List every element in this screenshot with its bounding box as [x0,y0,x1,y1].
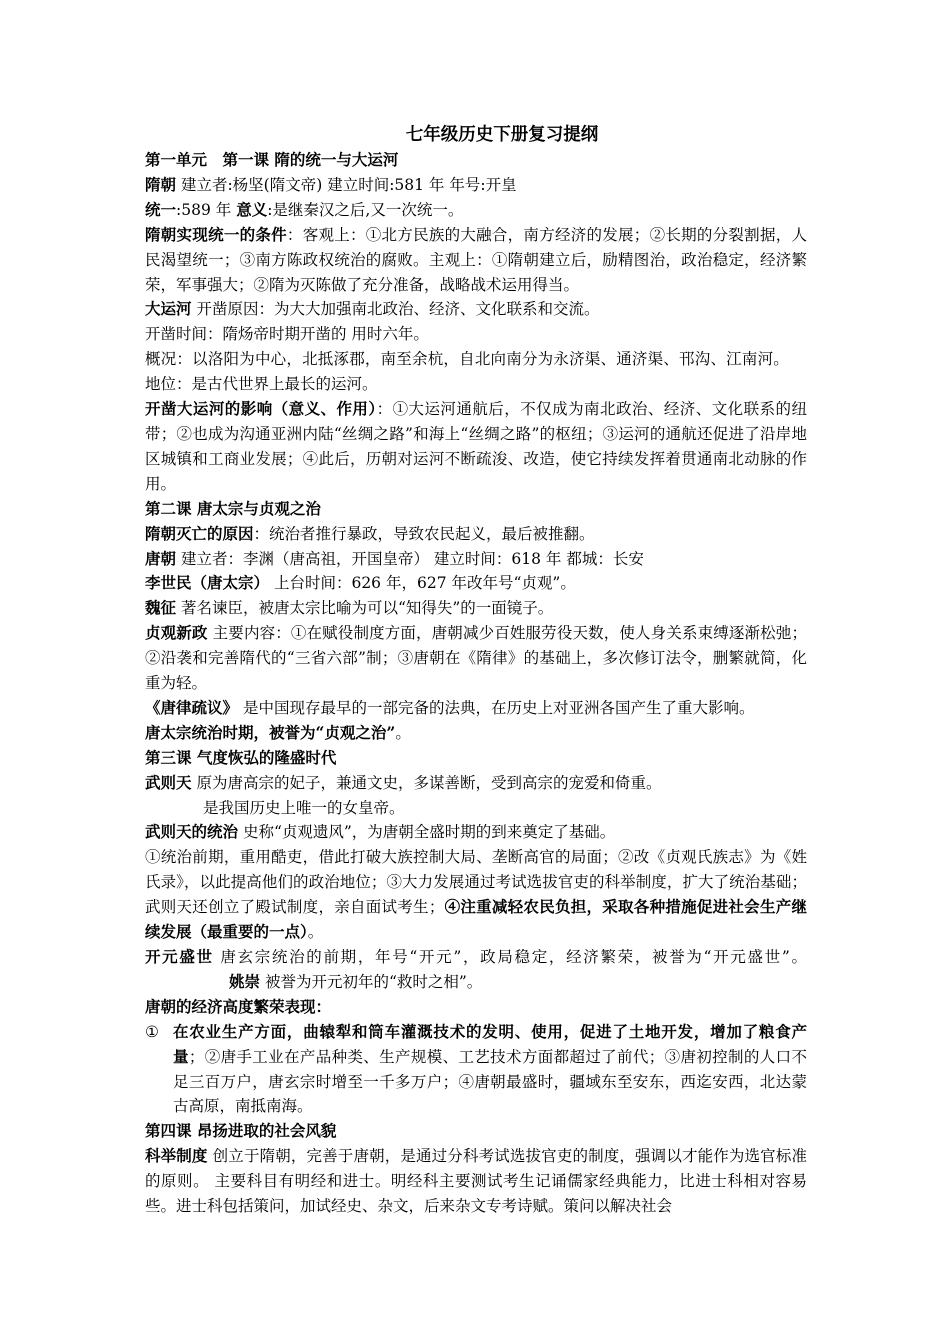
kaiyuan-paragraph [145,945,807,995]
list-number: ① [145,1022,159,1041]
sui-fall-text: ：统治者推行暴政，导致农民起义，最后被推翻。 [253,524,595,543]
wu-rule-detail-paragraph: ①统治前期，重用酷吏，借此打破大族控制大局、垄断高官的局面；②改《贞观氏族志》为《姓氏录》，以此提高他们的政治地位；③大力发展通过考试选拔官吏的科举制度，扩大了统治基础；武则天还创立了殿试制度，亲自面试考生；④注重减轻农民负担，采取各种措施促进社会生产继续发展（最重要的一点）。 [145,848,807,942]
zhenguan-paragraph [145,621,807,696]
canal-overview: 概况：以洛阳为中心，北抵涿郡，南至余杭，自北向南分为永济渠、通济渠、邗沟、江南河。 [145,350,789,369]
canal-impact-text: ：①大运河通航后，不仅成为南北政治、经济、文化联系的纽带；②也成为沟通亚洲内陆“丝绸之路”和海上“丝绸之路”的枢纽；③运河的通航还促进了沿岸地区城镇和工商业发展；④此后，历朝对运河不断疏浚、改造，使它持续发挥着贯通南北动脉的作用。 [145,400,807,493]
lishimin-text: 上台时间：626 年，627 年改年号“贞观”。 [273,574,576,593]
zhenguan-text: 主要内容：①在赋役制度方面，唐朝减少百姓服劳役天数，使人身关系束缚逐渐松弛；②沿袭和完善隋代的“三省六部”制；③唐朝在《隋律》的基础上，多次修订法令，删繁就简，化重为轻。 [145,624,807,693]
tanglv-text: 是中国现存最早的一部完备的法典，在历史上对亚洲各国产生了重大影响。 [242,698,755,717]
tang-text: 建立者：李渊（唐高祖，开国皇帝） 建立时间：618 年 都城：长安 [180,549,644,568]
conditions-text: ：客观上：①北方民族的大融合，南方经济的发展；②长期的分裂割据，人民渴望统一；③南方陈政权统治的腐败。主观上：①隋朝建立后，励精图治，政治稳定，经济繁荣，军事强大；②隋为灭陈做了充分准备，战略战术运用得当。 [145,225,807,294]
kaiyuan-text: 唐玄宗统治的前期，年号“开元”，政局稳定，经济繁荣，被誉为“开元盛世”。 [220,948,807,966]
canal-paragraph [145,297,807,322]
taizong-period-paragraph: 唐太宗统治时期，被誉为“贞观之治”。 [145,722,411,742]
canal-label: 大运河 [145,299,192,319]
weizheng-text: 著名谏臣，被唐太宗比喻为可以“知得失”的一面镜子。 [180,599,554,618]
wu-rule-detail: ①统治前期，重用酷吏，借此打破大族控制大局、垄断高官的局面；②改《贞观氏族志》为《姓氏录》，以此提高他们的政治地位；③大力发展通过考试选拔官吏的科举制度，扩大了统治基础；武则天还创立了殿试制度，亲自面试考生； [145,848,807,917]
lishimin-paragraph [145,571,807,596]
lesson3-heading: 第三课 气度恢弘的隆盛时代 [145,747,337,767]
economy-item-text: ；②唐手工业在产品种类、生产规模、工艺技术方面都超过了前代；③唐初控制的人口不足三百万户，唐玄宗时增至一千多万户；④唐朝最盛时，疆域东至安东，西迄安西，北达蒙古高原，南抵南海。 [173,1047,807,1116]
wuzetian-label: 武则天 [145,772,192,792]
economy-heading: 唐朝的经济高度繁荣表现： [145,996,332,1016]
canal-time: 开凿时间：隋炀帝时期开凿的 用时六年。 [145,325,429,344]
wu-rule-paragraph [145,820,807,845]
tanglv-label: 《唐律疏议》 [145,697,239,717]
document-page [145,122,807,1219]
tang-label: 唐朝 [145,548,177,568]
sui-paragraph [145,173,807,198]
canal-status: 地位：是古代世界上最长的运河。 [145,375,378,394]
sui-fall-paragraph [145,522,807,547]
wu-rule-detail-bold: ④注重减轻农民负担，采取各种措施促进社会生产继续发展（最重要的一点） [145,897,807,942]
economy-list-item [145,1020,807,1120]
lishimin-label: 李世民（唐太宗） [145,573,270,593]
wuzetian-text2: 是我国历史上唯一的女皇帝。 [203,798,405,817]
canal-overview-paragraph [145,347,807,397]
lesson4-heading: 第四课 昂扬进取的社会风貌 [145,1121,337,1141]
unit1-heading: 第一单元 第一课 隋的统一与大运河 [145,150,399,169]
significance-label: 意义 [236,199,268,219]
sui-fall-label: 隋朝灭亡的原因 [145,523,254,543]
unify-paragraph [145,198,807,223]
significance-text: :是继秦汉之后,又一次统一。 [267,200,464,219]
keju-paragraph [145,1144,807,1219]
wu-rule-label: 武则天的统治 [145,822,239,842]
lesson2-heading: 第二课 唐太宗与贞观之治 [145,498,321,518]
sui-text: 建立者:杨坚(隋文帝) 建立时间:581 年 年号:开皇 [180,175,517,194]
sui-label: 隋朝 [145,174,177,194]
zhenguan-label: 贞观新政 [145,623,208,643]
wuzetian-text: 原为唐高宗的妃子，兼通文史，多谋善断，受到高宗的宠爱和倚重。 [196,773,662,792]
weizheng-paragraph [145,596,807,621]
unify-text: :589 年 [176,200,232,219]
document-title: 七年级历史下册复习提纲 [405,125,599,145]
tang-paragraph [145,547,807,572]
conditions-label: 隋朝实现统一的条件 [145,224,287,244]
wuzetian-paragraph [145,771,807,796]
weizheng-label: 魏征 [145,598,177,618]
unify-label: 统一 [145,199,177,219]
conditions-paragraph [145,223,807,298]
canal-impact-label: 开凿大运河的影响（意义、作用） [145,399,377,419]
economy-item-bold: 在农业生产方面，曲辕犁和筒车灌溉技术的发明、使用，促进了土地开发，增加了粮食产量 [173,1021,807,1066]
canal-impact-paragraph [145,397,807,497]
keju-text: 创立于隋朝，完善于唐朝，是通过分科考试选拔官吏的制度，强调以才能作为选官标准的原则。 主要科目有明经和进士。明经科主要测试考生记诵儒家经典能力，比进士科相对容易些。进士科包括策问，加试经史、杂文，后来杂文专考诗赋。策问以解决社会 [145,1147,807,1216]
wu-rule-text: 史称“贞观遗风”，为唐朝全盛时期的到来奠定了基础。 [242,823,616,842]
taizong-period: 唐太宗统治时期，被誉为“贞观之治” [145,722,396,742]
kaiyuan-label: 开元盛世 [145,947,214,966]
canal-reason: 开凿原因：为大大加强南北政治、经济、文化联系和交流。 [196,300,600,319]
yaochong-label: 姚崇 [229,971,261,991]
yaochong-text: 被誉为开元初年的“救时之相”。 [264,972,483,991]
keju-label: 科举制度 [145,1146,208,1166]
tanglv-paragraph [145,696,807,721]
